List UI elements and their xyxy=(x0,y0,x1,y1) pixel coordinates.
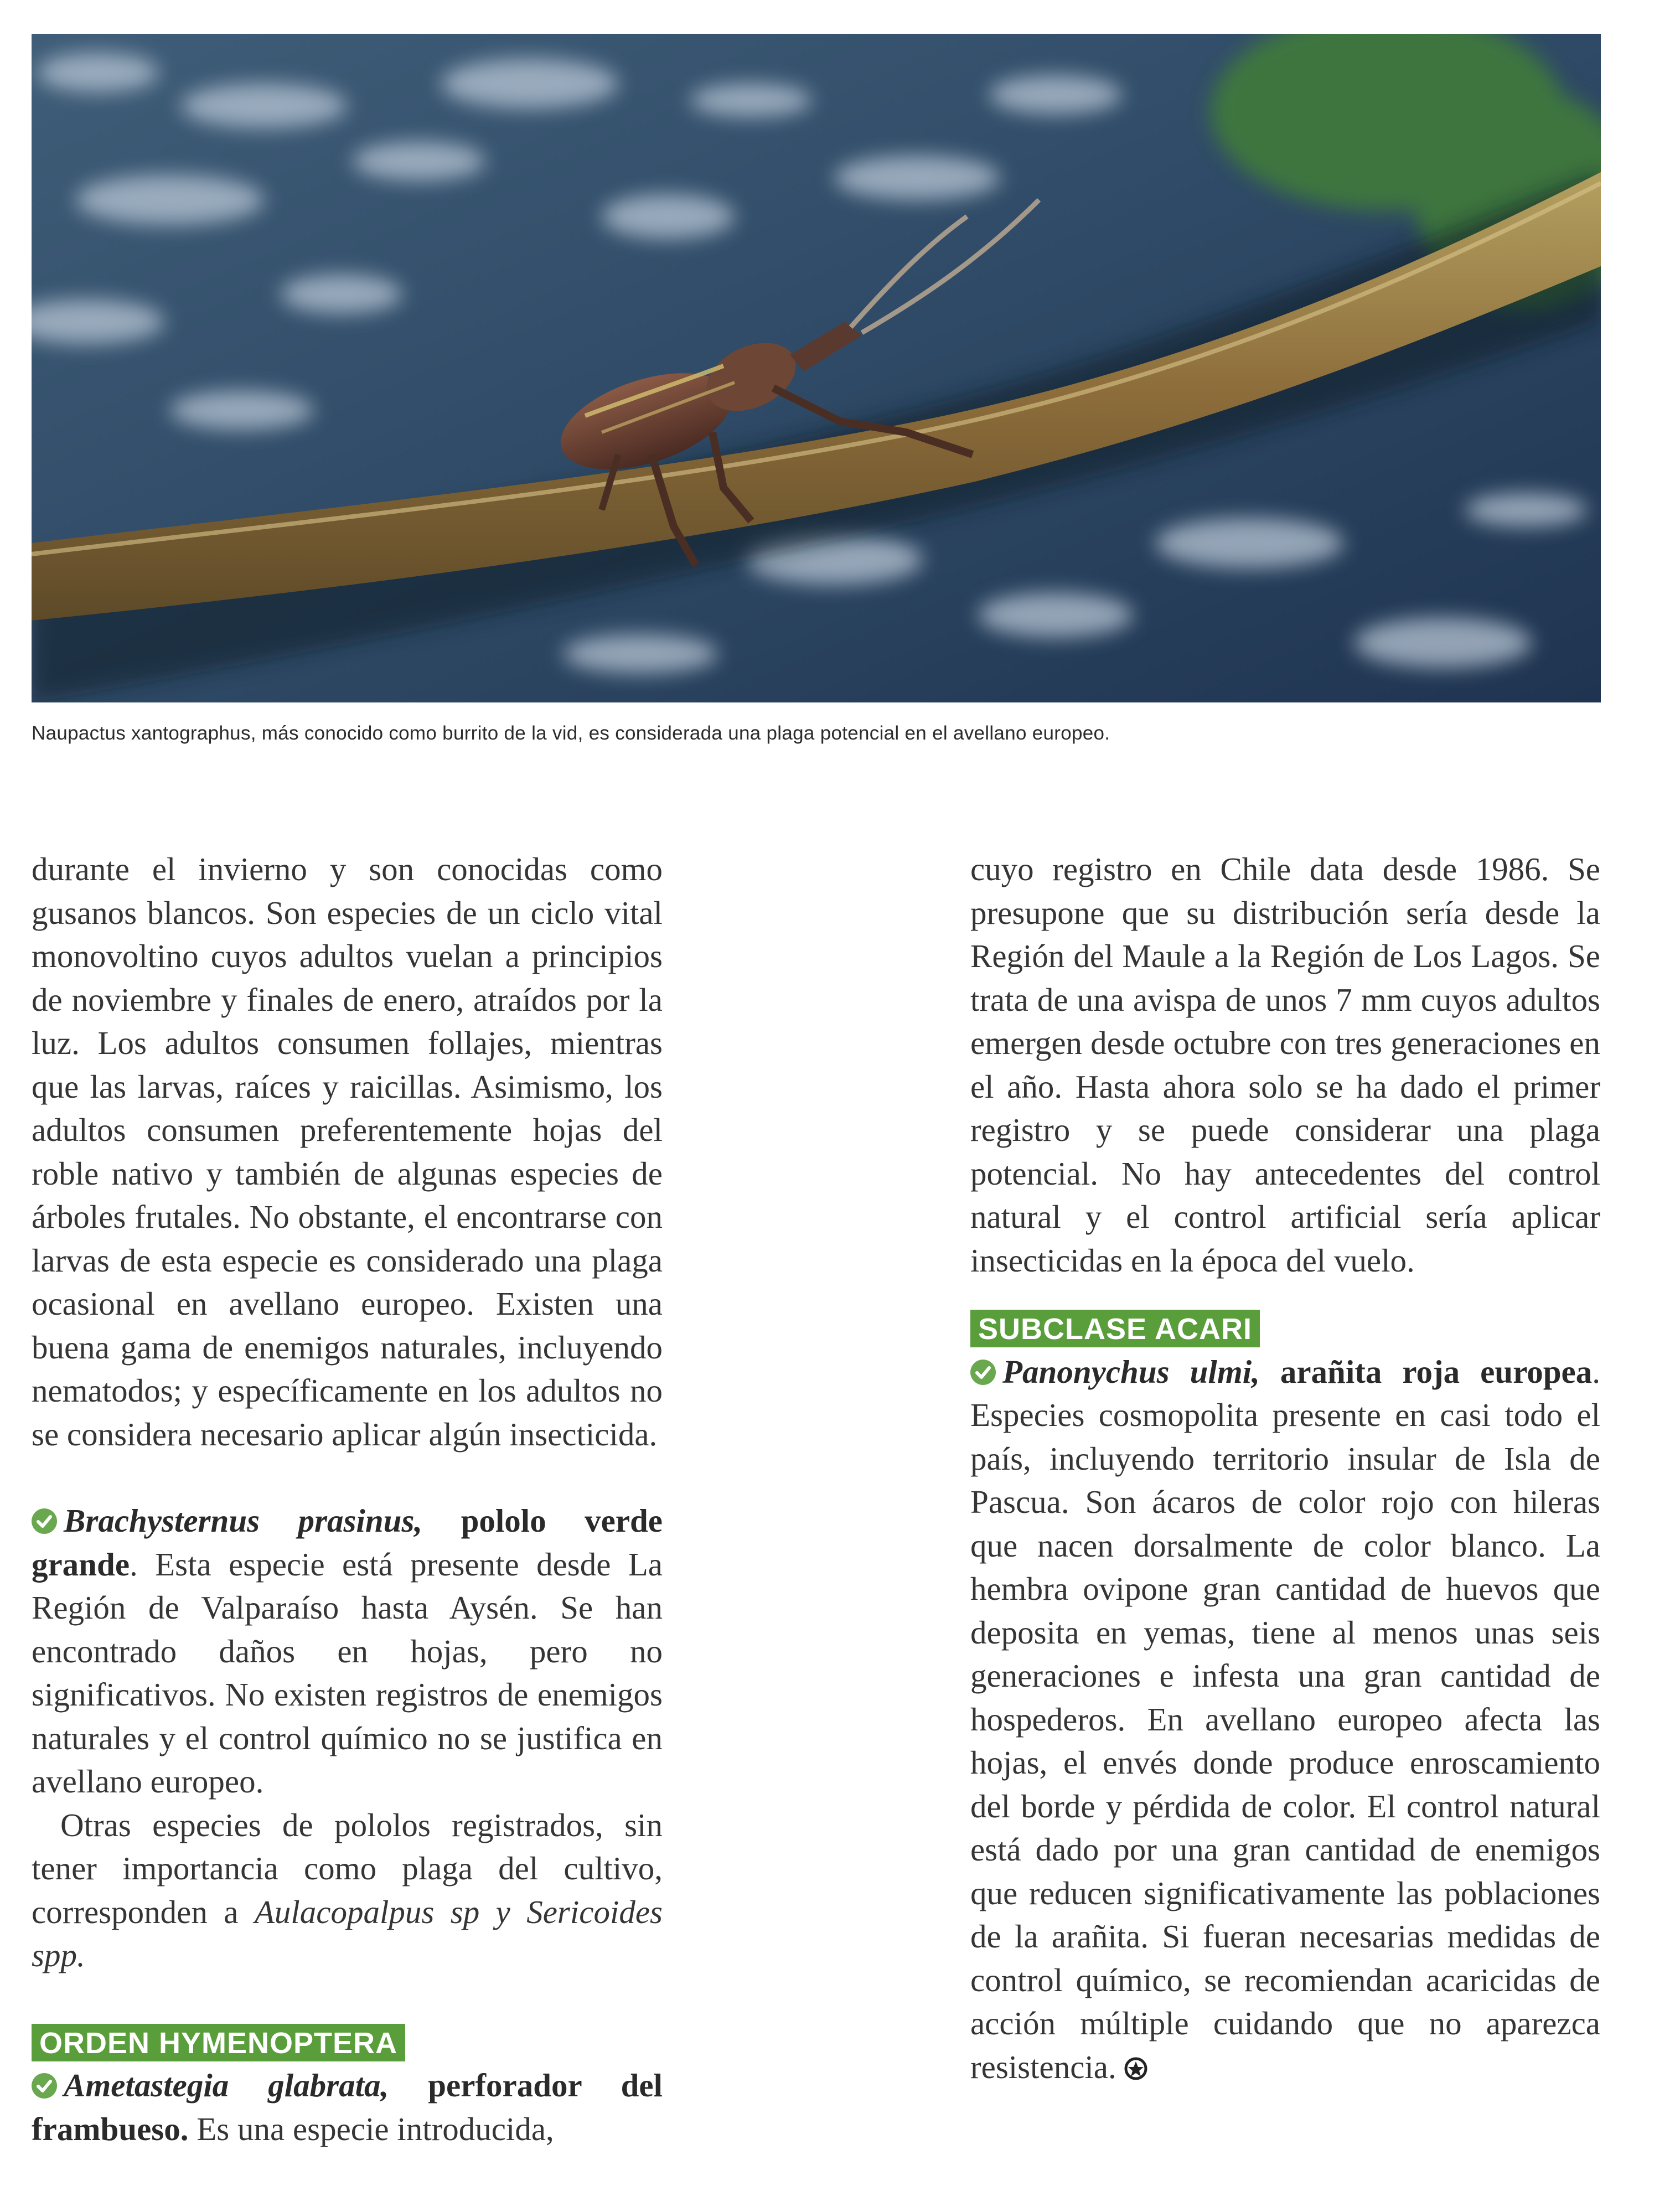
common-name: pololo verde grande xyxy=(32,1502,663,1583)
photo-caption: Naupactus xantographus, más conocido como burrito de la vid, es considerada una plaga potencial en el avellano europeo. xyxy=(32,722,1110,744)
species-name: Brachysternus prasinus, xyxy=(64,1502,423,1539)
check-circle-icon xyxy=(32,1508,57,1534)
common-name: arañita roja europea xyxy=(1280,1353,1593,1390)
entry-text: . Esta especie está presente desde La Región de Valparaíso hasta Aysén. Se han encontrado daños en hojas, pero no significativos. No existen registros de enemigos naturales y el control químico no se justifica en avellano europeo. xyxy=(32,1546,663,1800)
section-heading-hymenoptera: ORDEN HYMENOPTERA xyxy=(32,2024,405,2061)
left-paragraph-1: durante el invierno y son conocidas como gusanos blancos. Son especies de un ciclo vital monovoltino cuyos adultos vuelan a principios de noviembre y finales de enero, atraídos por la luz. Los adultos consumen follajes, mientras que las larvas, raíces y raicillas. Asimismo, los adultos consumen preferentemente hojas del roble nativo y también de algunas especies de árboles frutales. No obstante, el encontrarse con larvas de esta especie es considerado una plaga ocasional en avellano europeo. Existen una buena gama de enemigos naturales, incluyendo nematodos; y específicamente en los adultos no se considera necesario aplicar algún insecticida. xyxy=(32,851,663,1453)
check-circle-icon xyxy=(32,2073,57,2099)
panonychus-entry xyxy=(970,1350,1600,2089)
species-name: Ametastegia glabrata, xyxy=(64,2067,389,2104)
right-paragraph-1: cuyo registro en Chile data desde 1986. Se presupone que su distribución sería desde la Región del Maule a la Región de Los Lagos. Se trata de una avispa de unos 7 mm cuyos adultos emergen desde octubre con tres generaciones en el año. Hasta ahora solo se ha dado el primer registro y se puede considerar una plaga potencial. No hay antecedentes del control natural y el control artificial sería aplicar insecticidas en la época del vuelo. xyxy=(970,851,1600,1279)
brachysternus-entry xyxy=(32,1499,663,1803)
species-name: Panonychus ulmi, xyxy=(1002,1353,1260,1390)
common-name: perforador del frambueso. xyxy=(32,2067,663,2147)
section-heading-acari: SUBCLASE ACARI xyxy=(970,1310,1260,1347)
left-paragraph-2: Otras especies de pololos registrados, sin tener importancia como plaga del cultivo, corresponden a Aulacopalpus sp y Sericoides spp. xyxy=(32,1806,663,1973)
entry-text: Es una especie introducida, xyxy=(188,2110,554,2147)
ametastegia-entry xyxy=(32,2064,663,2151)
weevil-photo xyxy=(32,34,1601,702)
end-of-article-icon xyxy=(1124,2057,1147,2080)
entry-text: . Especies cosmopolita presente en casi todo el país, incluyendo territorio insular de Isla de Pascua. Son ácaros de color rojo con hileras que nacen dorsalmente de color blanco. La hembra ovipone gran cantidad de huevos que deposita en yemas, tiene al menos unas seis generaciones e infesta una gran cantidad de hospederos. En avellano europeo afecta las hojas, el envés donde produce enroscamiento del borde y pérdida de color. El control natural está dado por una gran cantidad de enemigos que reducen significativamente las poblaciones de la arañita. Si fueran necesarias medidas de control químico, se recomiendan acaricidas de acción múltiple cuidando que no aparezca resistencia. xyxy=(970,1353,1600,2085)
left-column xyxy=(32,847,663,2151)
right-column xyxy=(970,847,1600,2089)
check-circle-icon xyxy=(970,1360,996,1385)
